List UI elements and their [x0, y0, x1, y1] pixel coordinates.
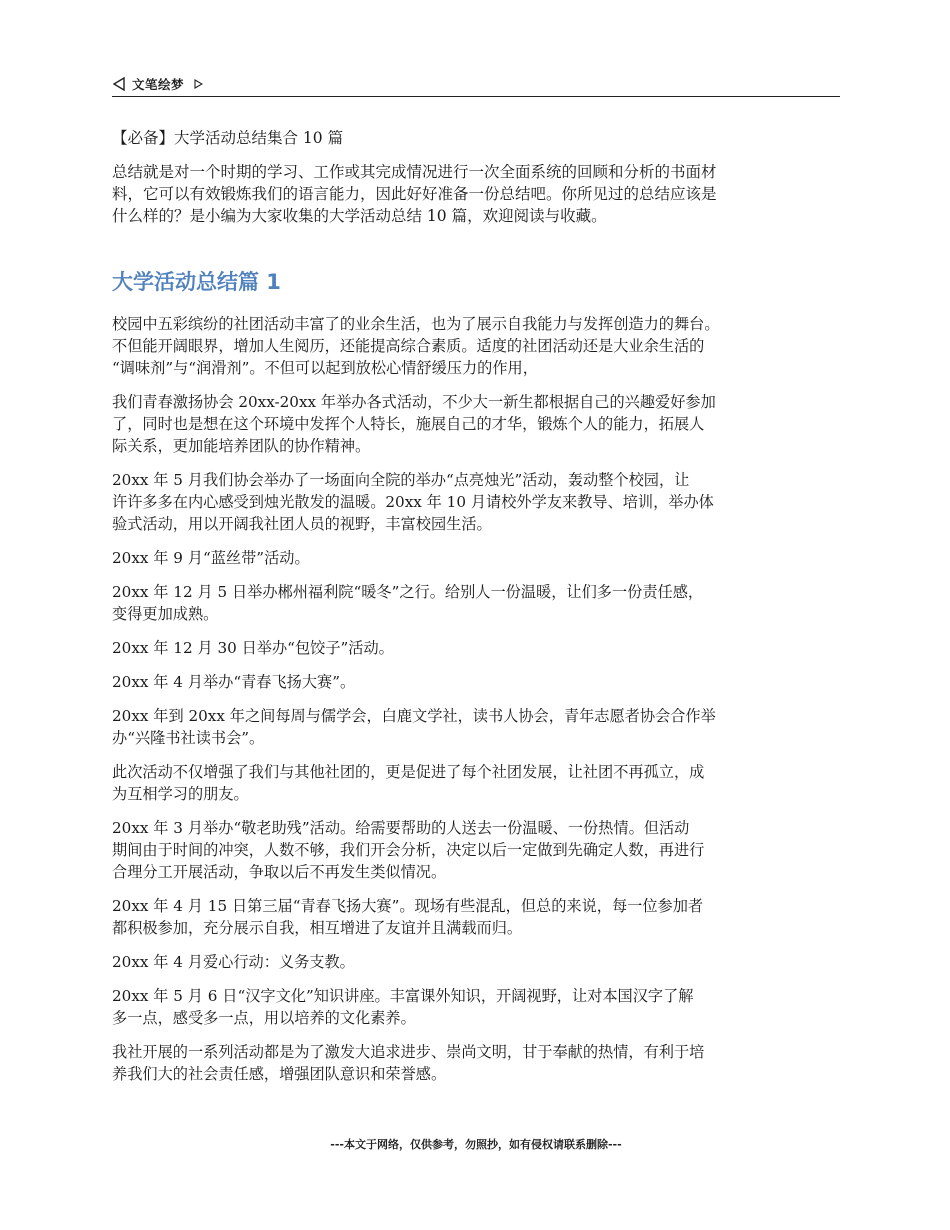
intro-paragraph [112, 161, 840, 227]
paragraph-line: 20xx 年到 20xx 年之间每周与儒学会，白鹿文学社，读书人协会，青年志愿者协会合作举 [112, 707, 716, 725]
paragraph-line: 期间由于时间的冲突，人数不够，我们开会分析，决定以后一定做到先确定人数，再进行 [112, 841, 705, 859]
intro-line: 料，它可以有效锻炼我们的语言能力，因此好好准备一份总结吧。你所见过的总结应该是 [112, 185, 717, 203]
section-heading: 大学活动总结篇 1 [112, 270, 281, 294]
body-paragraph [112, 391, 852, 457]
paragraph-line: 我们青春激扬协会 20xx-20xx 年举办各式活动，不少大一新生都根据自己的兴趣爱好参加 [112, 393, 716, 411]
paragraph-line: 合理分工开展活动，争取以后不再发生类似情况。 [112, 863, 447, 881]
body-paragraph [112, 581, 852, 625]
document-page [112, 0, 840, 1230]
body-paragraph [112, 761, 852, 805]
body-paragraph [112, 1041, 852, 1085]
paragraph-line: 20xx 年 3 月举办“敬老助残”活动。给需要帮助的人送去一份温暖、一份热情。但活动 [112, 819, 690, 837]
paragraph-line: 20xx 年 12 月 5 日举办郴州福利院“暖冬”之行。给别人一份温暖，让们多一份责任感， [112, 583, 704, 601]
paragraph-line: 变得更加成熟。 [112, 605, 219, 623]
paragraph-line: 多一点，感受多一点，用以培养的文化素养。 [112, 1009, 416, 1027]
intro-line: 总结就是对一个时期的学习、工作或其完成情况进行一次全面系统的回顾和分析的书面材 [112, 163, 717, 181]
body-paragraph [112, 547, 852, 569]
body-paragraph [112, 985, 852, 1029]
paragraph-line: 验式活动，用以开阔我社团人员的视野，丰富校园生活。 [112, 515, 492, 533]
document-title: 【必备】大学活动总结集合 10 篇 [112, 129, 344, 147]
page-footer: ---本文于网络，仅供参考，勿照抄，如有侵权请联系删除--- [330, 1138, 622, 1151]
paragraph-line: 20xx 年 4 月 15 日第三届“青春飞扬大赛”。现场有些混乱，但总的来说，每一位参加者 [112, 897, 704, 915]
body-paragraph [112, 951, 852, 973]
paragraph-line: 都积极参加，充分展示自我，相互增进了友谊并且满载而归。 [112, 919, 523, 937]
paragraph-line: 际关系，更加能培养团队的协作精神。 [112, 437, 371, 455]
body-paragraph [112, 469, 852, 535]
triangle-left-icon [112, 77, 126, 91]
paragraph-line: 许许多多在内心感受到烛光散发的温暖。20xx 年 10 月请校外学友来教导、培训，举办体 [112, 493, 714, 511]
body-paragraph [112, 671, 852, 693]
section-body [112, 313, 852, 1097]
body-paragraph [112, 637, 852, 659]
paragraph-line: 20xx 年 5 月我们协会举办了一场面向全院的举办“点亮烛光”活动，轰动整个校园，让 [112, 471, 690, 489]
body-paragraph [112, 313, 852, 379]
body-paragraph [112, 817, 852, 883]
paragraph-line: 为互相学习的朋友。 [112, 785, 249, 803]
paragraph-line: 20xx 年 5 月 6 日“汉字文化”知识讲座。丰富课外知识，开阔视野，让对本国汉字了解 [112, 987, 694, 1005]
triangle-right-icon [194, 79, 203, 89]
paragraph-line: 养我们大的社会责任感，增强团队意识和荣誉感。 [112, 1065, 447, 1083]
paragraph-line: 了，同时也是想在这个环境中发挥个人特长，施展自己的才华，锻炼个人的能力，拓展人 [112, 415, 705, 433]
body-paragraph [112, 895, 852, 939]
paragraph-line: “调味剂”与“润滑剂”。不但可以起到放松心情舒缓压力的作用， [112, 359, 538, 377]
intro-line: 什么样的？是小编为大家收集的大学活动总结 10 篇，欢迎阅读与收藏。 [112, 207, 607, 225]
page-header [112, 72, 840, 97]
paragraph-line: 20xx 年 9 月“蓝丝带”活动。 [112, 549, 310, 567]
paragraph-line: 办“兴隆书社读书会”。 [112, 729, 265, 747]
paragraph-line: 20xx 年 4 月举办“青春飞扬大赛”。 [112, 673, 356, 691]
header-brand: 文笔绘梦 [132, 77, 185, 92]
body-paragraph [112, 705, 852, 749]
paragraph-line: 20xx 年 4 月爱心行动：义务支教。 [112, 953, 355, 971]
paragraph-line: 不但能开阔眼界，增加人生阅历，还能提高综合素质。适度的社团活动还是大业余生活的 [112, 337, 705, 355]
paragraph-line: 校园中五彩缤纷的社团活动丰富了的业余生活，也为了展示自我能力与发挥创造力的舞台。 [112, 315, 720, 333]
paragraph-line: 20xx 年 12 月 30 日举办“包饺子”活动。 [112, 639, 394, 657]
paragraph-line: 此次活动不仅增强了我们与其他社团的，更是促进了每个社团发展，让社团不再孤立，成 [112, 763, 705, 781]
paragraph-line: 我社开展的一系列活动都是为了激发大追求进步、崇尚文明，甘于奉献的热情，有利于培 [112, 1043, 705, 1061]
